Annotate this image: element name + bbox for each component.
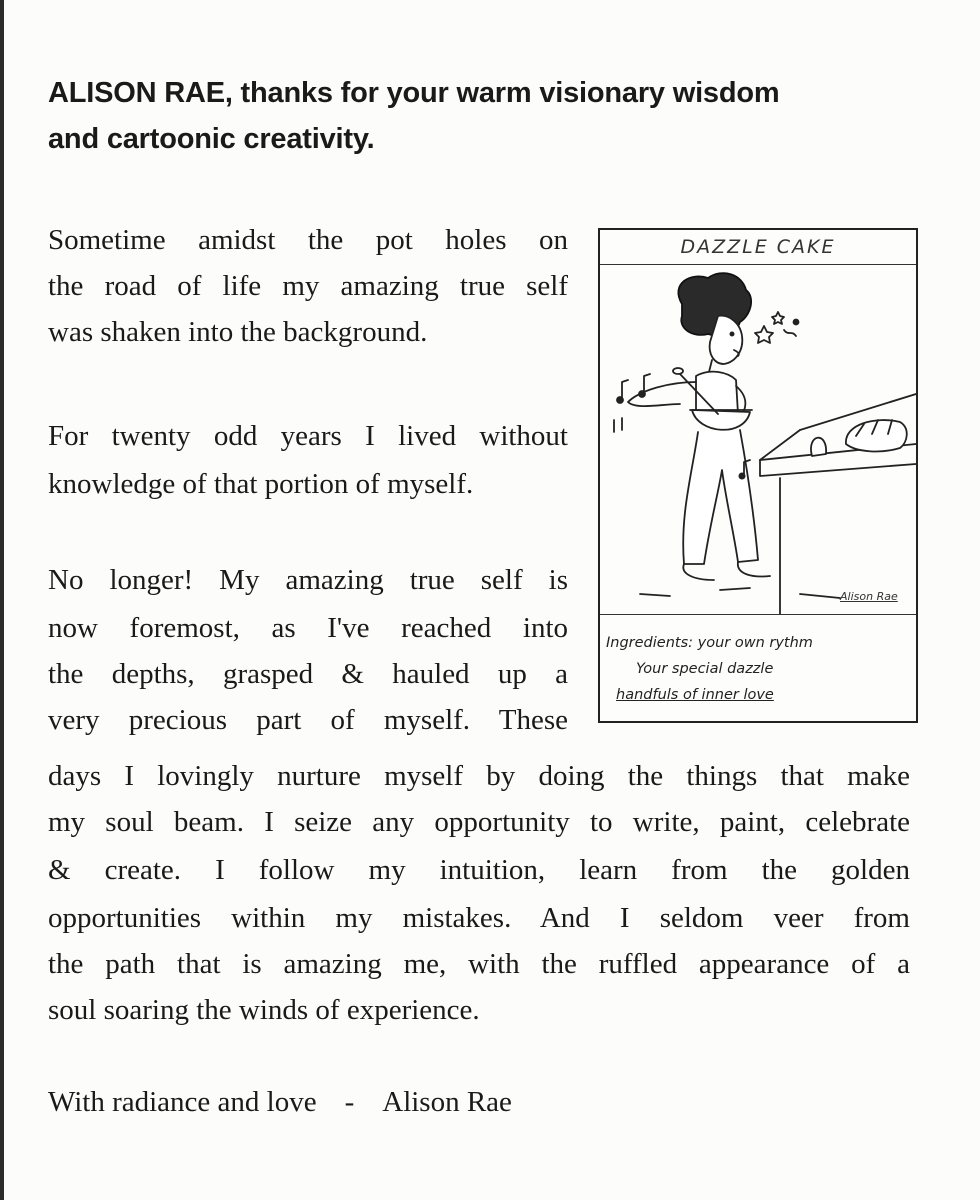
paragraph-line: the road of life my amazing true self bbox=[48, 270, 568, 302]
paragraph-line: the path that is amazing me, with the ruffled appearance of a bbox=[48, 948, 910, 980]
paragraph-line: soul soaring the winds of experience. bbox=[48, 994, 480, 1026]
signoff bbox=[48, 1082, 512, 1122]
paragraph-line: was shaken into the background. bbox=[48, 316, 428, 348]
paragraph-line: now foremost, as I've reached into bbox=[48, 612, 568, 644]
dedication-heading bbox=[48, 70, 948, 162]
paragraph-line: very precious part of myself. These bbox=[48, 704, 568, 736]
signoff-text: With radiance and love bbox=[48, 1086, 317, 1118]
heading-line-1: ALISON RAE, thanks for your warm visionary wisdom bbox=[48, 77, 780, 109]
paragraph-line: opportunities within my mistakes. And I seldom veer from bbox=[48, 902, 910, 934]
page-left-edge bbox=[0, 0, 4, 1200]
woman-mixing-cake-drawing bbox=[600, 264, 916, 614]
caption-line: handfuls of inner love bbox=[616, 687, 774, 703]
artist-signature: Alison Rae bbox=[840, 590, 898, 603]
cartoon-caption bbox=[600, 628, 916, 708]
caption-line: Your special dazzle bbox=[636, 661, 774, 677]
paragraph-line: my soul beam. I seize any opportunity to write, paint, celebrate bbox=[48, 806, 910, 838]
signoff-dash: - bbox=[344, 1086, 355, 1118]
paragraph-line: Sometime amidst the pot holes on bbox=[48, 224, 568, 256]
paragraph-line: No longer! My amazing true self is bbox=[48, 564, 568, 596]
caption-line: Ingredients: your own rythm bbox=[606, 635, 813, 651]
paragraph-line: For twenty odd years I lived without bbox=[48, 420, 568, 452]
paragraph-line: the depths, grasped & hauled up a bbox=[48, 658, 568, 690]
signoff-name: Alison Rae bbox=[382, 1086, 512, 1118]
cartoon-title: DAZZLE CAKE bbox=[600, 230, 916, 265]
paragraph-line: & create. I follow my intuition, learn from the golden bbox=[48, 854, 910, 886]
paragraph-line: days I lovingly nurture myself by doing the things that make bbox=[48, 760, 910, 792]
heading-line-2: and cartoonic creativity. bbox=[48, 123, 375, 155]
paragraph-line: knowledge of that portion of myself. bbox=[48, 468, 474, 500]
card-divider bbox=[600, 614, 916, 615]
cartoon-illustration-card bbox=[598, 228, 918, 723]
